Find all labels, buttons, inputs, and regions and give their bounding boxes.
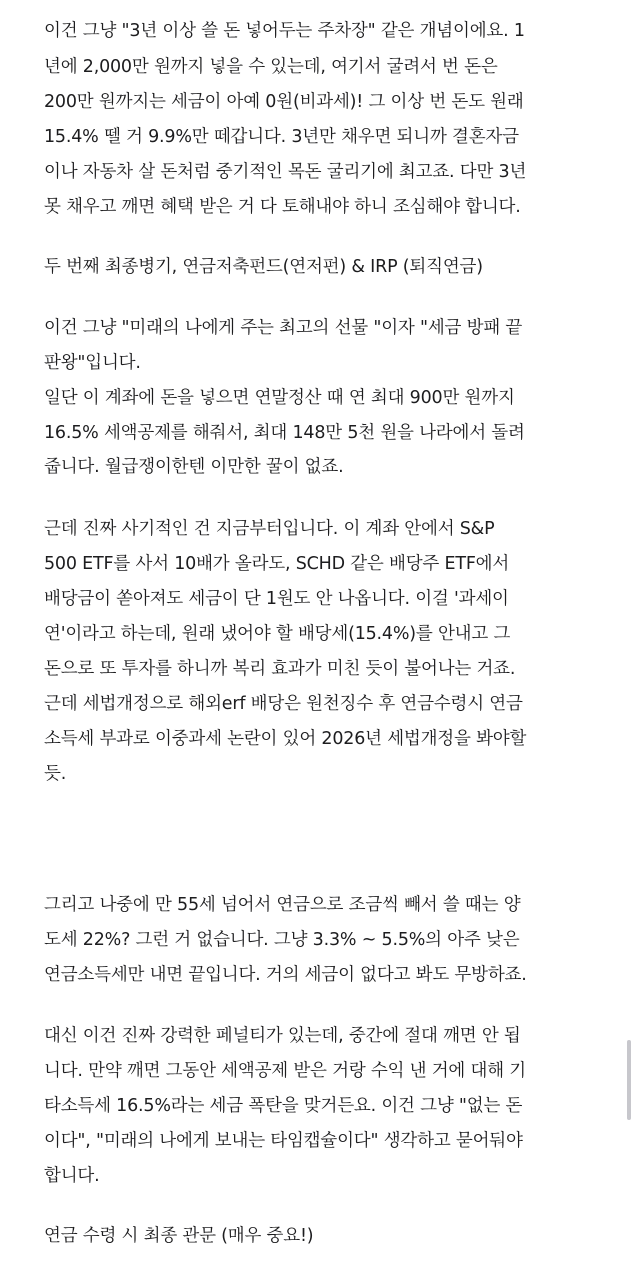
text-line: 합니다.	[44, 1166, 100, 1186]
text-line: 도세 22%? 그런 거 없습니다. 그냥 3.3% ~ 5.5%의 아주 낮은	[44, 930, 520, 950]
text-line: 타소득세 16.5%라는 세금 폭탄을 맞거든요. 이건 그냥 "없는 돈	[44, 1096, 523, 1116]
section-heading: 연금 수령 시 최종 관문 (매우 중요!)	[44, 1226, 314, 1246]
text-line: 근데 세법개정으로 해외erf 배당은 원천징수 후 연금수령시 연금	[44, 694, 523, 714]
text-line: 소득세 부과로 이중과세 논란이 있어 2026년 세법개정을 봐야할	[44, 729, 527, 749]
text-line: 일단 이 계좌에 돈을 넣으면 연말정산 때 연 최대 900만 원까지	[44, 388, 515, 408]
text-line: 니다. 만약 깨면 그동안 세액공제 받은 거랑 수익 낸 거에 대해 기	[44, 1061, 526, 1081]
text-line: 듯.	[44, 764, 67, 784]
text-line: 이나 자동차 살 돈처럼 중기적인 목돈 굴리기에 최고죠. 다만 3년	[44, 162, 527, 182]
text-line: 500 ETF를 사서 10배가 올라도, SCHD 같은 배당주 ETF에서	[44, 554, 510, 574]
text-line: 15.4% 뗄 거 9.9%만 떼갑니다. 3년만 채우면 되니까 결혼자금	[44, 127, 519, 147]
scrollbar[interactable]	[627, 1040, 631, 1120]
text-line: 대신 이건 진짜 강력한 페널티가 있는데, 중간에 절대 깨면 안 됩	[44, 1026, 521, 1046]
text-line: 줍니다. 월급쟁이한텐 이만한 꿀이 없죠.	[44, 457, 344, 477]
text-line: 연금소득세만 내면 끝입니다. 거의 세금이 없다고 봐도 무방하죠.	[44, 965, 527, 985]
text-line: 이다", "미래의 나에게 보내는 타임캡슐이다" 생각하고 묻어둬야	[44, 1131, 523, 1151]
text-line: 돈으로 또 투자를 하니까 복리 효과가 미친 듯이 불어나는 거죠.	[44, 659, 516, 679]
text-line: 년에 2,000만 원까지 넣을 수 있는데, 여기서 굴려서 번 돈은	[44, 57, 498, 77]
text-line: 이건 그냥 "미래의 나에게 주는 최고의 선물 "이자 "세금 방패 끝	[44, 318, 523, 338]
text-line: 200만 원까지는 세금이 아예 0원(비과세)! 그 이상 번 돈도 원래	[44, 92, 524, 112]
text-line: 못 채우고 깨면 혜택 받은 거 다 토해내야 하니 조심해야 합니다.	[44, 197, 521, 217]
text-line: 판왕"입니다.	[44, 353, 141, 373]
text-line: 연'이라고 하는데, 원래 냈어야 할 배당세(15.4%)를 안내고 그	[44, 624, 511, 644]
text-line: 근데 진짜 사기적인 건 지금부터입니다. 이 계좌 안에서 S&P	[44, 519, 495, 539]
text-line: 16.5% 세액공제를 해줘서, 최대 148만 5천 원을 나라에서 돌려	[44, 423, 525, 443]
text-line: 그리고 나중에 만 55세 넘어서 연금으로 조금씩 빼서 쓸 때는 양	[44, 895, 521, 915]
text-line: 배당금이 쏟아져도 세금이 단 1원도 안 나옵니다. 이걸 '과세이	[44, 589, 509, 609]
text-line: 이건 그냥 "3년 이상 쓸 돈 넣어두는 주차장" 같은 개념이에요. 1	[44, 21, 525, 41]
section-heading: 두 번째 최종병기, 연금저축펀드(연저펀) & IRP (퇴직연금)	[44, 257, 483, 277]
